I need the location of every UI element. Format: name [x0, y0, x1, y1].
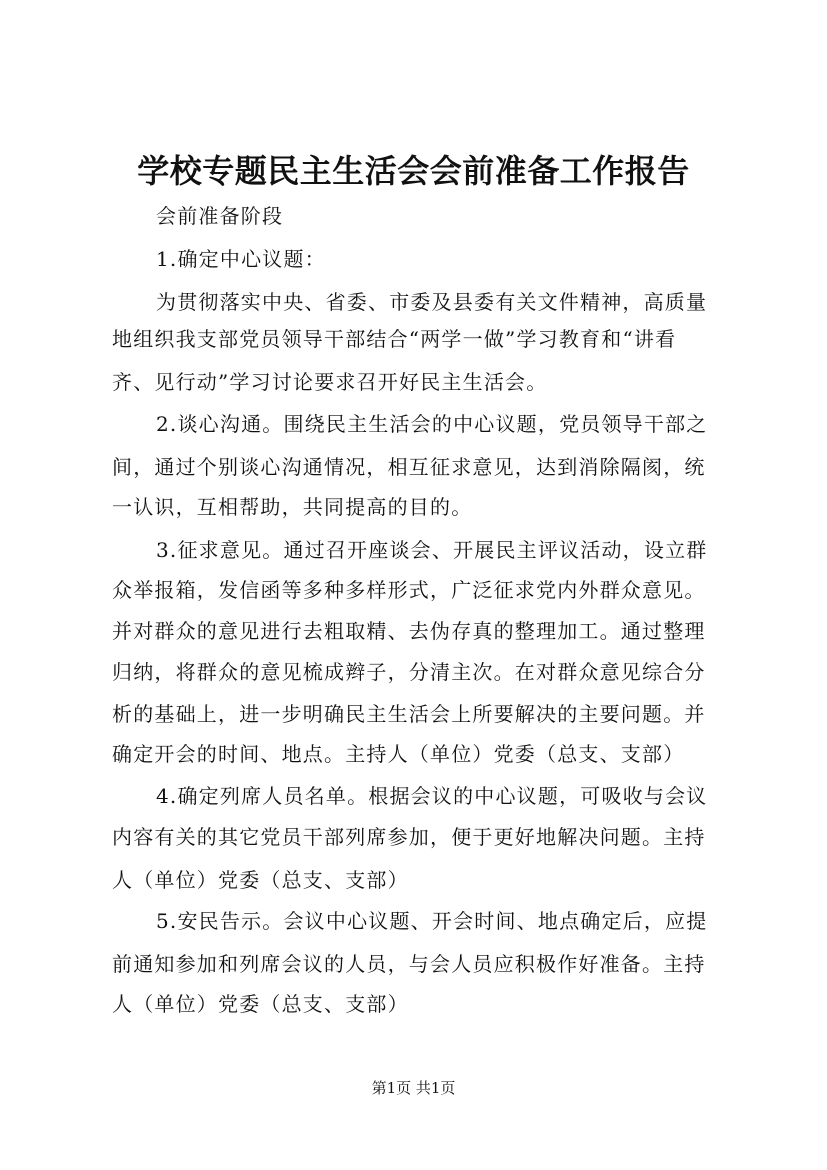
paragraph-line: 4.确定列席人员名单。根据会议的中心议题，可吸收与会议	[156, 784, 708, 808]
paragraph-line: 归纳，将群众的意见梳成辫子，分清主次。在对群众意见综合分	[112, 660, 706, 684]
paragraph-line: 人（单位）党委（总支、支部）	[112, 868, 409, 892]
paragraph-line: 内容有关的其它党员干部列席参加，便于更好地解决问题。主持	[112, 825, 706, 849]
paragraph-line: 2.谈心沟通。围绕民主生活会的中心议题，党员领导干部之	[156, 412, 708, 436]
paragraph-line: 前通知参加和列席会议的人员，与会人员应积极作好准备。主持	[112, 952, 706, 976]
paragraph-line: 并对群众的意见进行去粗取精、去伪存真的整理加工。通过整理	[112, 619, 706, 643]
paragraph-line: 一认识，互相帮助，共同提高的目的。	[112, 495, 473, 519]
paragraph-line: 间，通过个别谈心沟通情况，相互征求意见，达到消除隔阂，统	[112, 455, 706, 479]
page-footer: 第1页 共1页	[371, 1079, 456, 1097]
paragraph-line: 为贯彻落实中央、省委、市委及县委有关文件精神，高质量	[156, 290, 708, 314]
paragraph-line: 3.征求意见。通过召开座谈会、开展民主评议活动，设立群	[156, 538, 708, 562]
paragraph-line: 齐、见行动”学习讨论要求召开好民主生活会。	[112, 370, 548, 394]
paragraph-line: 众举报箱，发信函等多种多样形式，广泛征求党内外群众意见。	[112, 578, 706, 602]
paragraph-line: 地组织我支部党员领导干部结合“两学一做”学习教育和“讲看	[112, 327, 677, 351]
page-title: 学校专题民主生活会会前准备工作报告	[137, 152, 690, 190]
paragraph-line: 5.安民告示。会议中心议题、开会时间、地点确定后，应提	[156, 909, 708, 933]
list-item-heading: 1.确定中心议题：	[156, 247, 326, 271]
paragraph-line: 确定开会的时间、地点。主持人（单位）党委（总支、支部）	[112, 742, 685, 766]
section-heading: 会前准备阶段	[156, 204, 284, 228]
paragraph-line: 析的基础上，进一步明确民主生活会上所要解决的主要问题。并	[112, 702, 706, 726]
paragraph-line: 人（单位）党委（总支、支部）	[112, 992, 409, 1016]
